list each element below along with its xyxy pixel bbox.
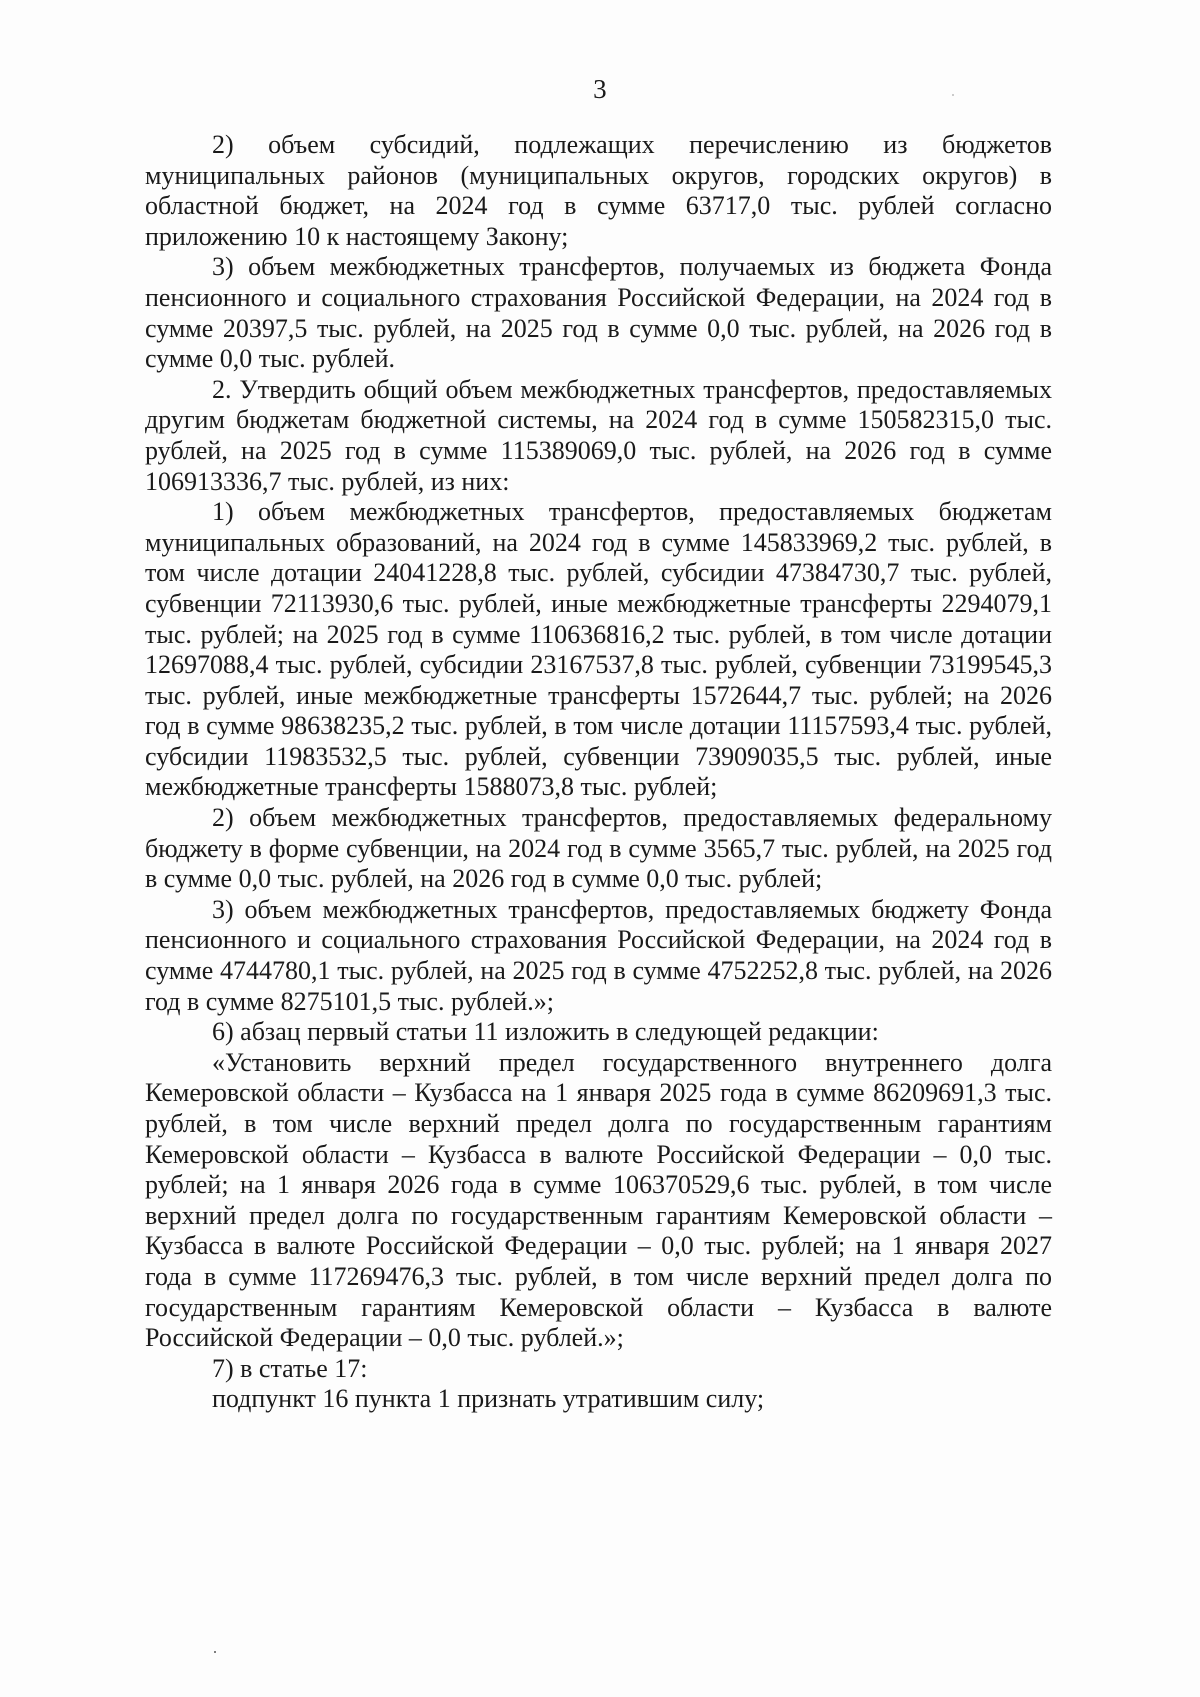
scan-speck [952,94,954,96]
paragraph-approve-total-transfers: 2. Утвердить общий объем межбюджетных трансфертов, предоставляемых другим бюджетам бюджетной системы, на 2024 год в сумме 150582315,0 тыс. рублей, на 2025 год в сумме 115389069,0 тыс. рублей, на 2026 год в сумме 106913336,7 тыс. рублей, из них: [145,374,1052,496]
page-number: 3 [593,74,607,104]
scan-speck [214,1651,216,1653]
paragraph-subpoint-16-repealed: подпункт 16 пункта 1 признать утратившим силу; [212,1384,765,1414]
paragraph-subsidies-volume: 2) объем субсидий, подлежащих перечислению из бюджетов муниципальных районов (муниципальных округов, городских округов) в областной бюджет, на 2024 год в сумме 63717,0 тыс. рублей согласно приложению 10 к настоящему Закону; [145,130,1052,251]
paragraph-article-11-amendment: 6) абзац первый статьи 11 изложить в следующей редакции: [212,1017,879,1047]
paragraph-article-17: 7) в статье 17: [212,1353,368,1383]
paragraph-transfers-received: 3) объем межбюджетных трансфертов, получаемых из бюджета Фонда пенсионного и социального страхования Российской Федерации, на 2024 год в сумме 20397,5 тыс. рублей, на 2025 год в сумме 0,0 тыс. рублей, на 2026 год в сумме 0,0 тыс. рублей. [145,252,1052,374]
paragraph-municipal-transfers: 1) объем межбюджетных трансфертов, предоставляемых бюджетам муниципальных образований, на 2024 год в сумме 145833969,2 тыс. рублей, в том числе дотации 24041228,8 тыс. рублей, субсидии 47384730,7 тыс. рублей, субвенции 72113930,6 тыс. рублей, иные межбюджетные трансферты 2294079,1 тыс. рублей; на 2025 год в сумме 110636816,2 тыс. рублей, в том числе дотации 12697088,4 тыс. рублей, субсидии 23167537,8 тыс. рублей, субвенции 73199545,3 тыс. рублей, иные межбюджетные трансферты 1572644,7 тыс. рублей; на 2026 год в сумме 98638235,2 тыс. рублей, в том числе дотации 11157593,4 тыс. рублей, субсидии 11983532,5 тыс. рублей, субвенции 73909035,5 тыс. рублей, иные межбюджетные трансферты 1588073,8 тыс. рублей; [145,497,1052,802]
paragraph-pension-fund-transfers: 3) объем межбюджетных трансфертов, предоставляемых бюджету Фонда пенсионного и социального страхования Российской Федерации, на 2024 год в сумме 4744780,1 тыс. рублей, на 2025 год в сумме 4752252,8 тыс. рублей, на 2026 год в сумме 8275101,5 тыс. рублей.»; [145,894,1052,1016]
document-body [145,130,1052,1415]
paragraph-federal-transfers: 2) объем межбюджетных трансфертов, предоставляемых федеральному бюджету в форме субвенции, на 2024 год в сумме 3565,7 тыс. рублей, на 2025 год в сумме 0,0 тыс. рублей, на 2026 год в сумме 0,0 тыс. рублей; [145,803,1052,894]
paragraph-debt-upper-limit: «Установить верхний предел государственного внутреннего долга Кемеровской области – Кузбасса на 1 января 2025 года в сумме 86209691,3 тыс. рублей, в том числе верхний предел долга по государственным гарантиям Кемеровской области – Кузбасса в валюте Российской Федерации – 0,0 тыс. рублей; на 1 января 2026 года в сумме 106370529,6 тыс. рублей, в том числе верхний предел долга по государственным гарантиям Кемеровской области – Кузбасса в валюте Российской Федерации – 0,0 тыс. рублей; на 1 января 2027 года в сумме 117269476,3 тыс. рублей, в том числе верхний предел долга по государственным гарантиям Кемеровской области – Кузбасса в валюте Российской Федерации – 0,0 тыс. рублей.»; [145,1047,1052,1353]
